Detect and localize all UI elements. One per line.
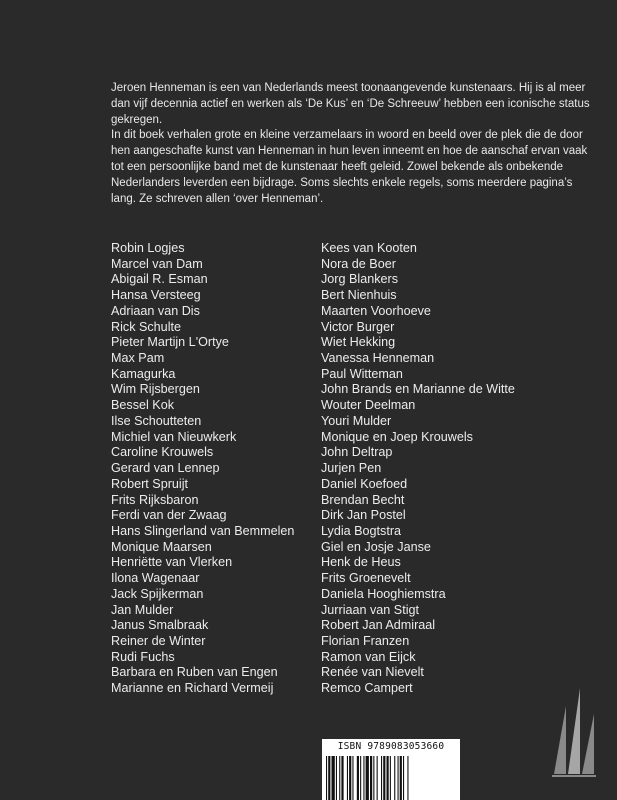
contributor-name: Monique Maarsen: [111, 539, 212, 554]
contributor-name: John Deltrap: [321, 445, 393, 460]
contributor-name: Pieter Martijn L'Ortye: [111, 335, 229, 350]
contributor-name: Daniel Koefoed: [321, 476, 408, 491]
contributor-name: Ilona Wagenaar: [111, 571, 200, 586]
contributor-name: Michiel van Nieuwkerk: [111, 429, 237, 444]
contributor-name: Jorg Blankers: [321, 272, 398, 287]
contributor-name: Marianne en Richard Vermeij: [111, 681, 274, 696]
contributor-name: John Brands en Marianne de Witte: [321, 382, 515, 397]
contributor-name: Nora de Boer: [321, 256, 396, 271]
contributor-name: Brendan Becht: [321, 492, 405, 507]
contributor-name: Rudi Fuchs: [111, 649, 175, 664]
contributor-name: Bert Nienhuis: [321, 288, 397, 303]
contributor-name: Maarten Voorhoeve: [321, 303, 431, 318]
contributor-name: Ilse Schoutteten: [111, 413, 202, 428]
contributor-name: Frits Rijksbaron: [111, 492, 199, 507]
contributor-name: Jan Mulder: [111, 602, 174, 617]
contributor-name: Max Pam: [111, 351, 165, 366]
contributor-name: Florian Franzen: [321, 633, 410, 648]
intro-paragraph-1: Jeroen Henneman is een van Nederlands meest toonaangevende kunstenaars. Hij is al meer dan vijf decennia actief en werken als ‘De Kus’ en ‘De Schreeuw’ hebben een iconische status gekregen.: [111, 82, 590, 126]
contributor-name: Victor Burger: [321, 319, 395, 334]
contributor-name: Robert Spruijt: [111, 476, 188, 491]
contributor-name: Vanessa Henneman: [321, 351, 435, 366]
contributor-name: Jack Spijkerman: [111, 586, 204, 601]
contributor-name: Kamagurka: [111, 366, 176, 381]
contributor-name: Barbara en Ruben van Engen: [111, 665, 278, 680]
contributor-name: Bessel Kok: [111, 398, 174, 413]
contributor-name: Wiet Hekking: [321, 335, 396, 350]
contributors-right-column: [321, 241, 515, 697]
contributor-name: Janus Smalbraak: [111, 618, 209, 633]
contributor-name: Marcel van Dam: [111, 256, 203, 271]
contributor-name: Wim Rijsbergen: [111, 382, 200, 397]
contributor-name: Caroline Krouwels: [111, 445, 214, 460]
contributor-name: Robin Logjes: [111, 241, 185, 255]
contributor-name: Paul Witteman: [321, 366, 403, 381]
contributor-name: Henk de Heus: [321, 555, 401, 570]
contributor-name: Wouter Deelman: [321, 398, 416, 413]
contributor-name: Ramon van Eijck: [321, 649, 416, 664]
contributor-name: Robert Jan Admiraal: [321, 618, 436, 633]
contributor-name: Renée van Nievelt: [321, 665, 424, 680]
contributor-name: Abigail R. Esman: [111, 272, 208, 287]
contributor-name: Remco Campert: [321, 681, 413, 696]
contributor-name: Giel en Josje Janse: [321, 539, 431, 554]
contributor-name: Adriaan van Dis: [111, 303, 200, 318]
contributor-name: Hans Slingerland van Bemmelen: [111, 523, 295, 538]
publisher-logo-icon: [550, 682, 598, 782]
contributors-left-column: [111, 241, 294, 697]
contributor-name: Rick Schulte: [111, 319, 181, 334]
contributor-name: Ferdi van der Zwaag: [111, 508, 227, 523]
barcode-icon: [326, 756, 456, 800]
contributor-name: Lydia Bogtstra: [321, 523, 402, 538]
contributor-name: Dirk Jan Postel: [321, 508, 406, 523]
contributor-name: Monique en Joep Krouwels: [321, 429, 473, 444]
contributor-name: Hansa Versteeg: [111, 288, 201, 303]
contributor-name: Henriëtte van Vlerken: [111, 555, 233, 570]
contributor-name: Gerard van Lennep: [111, 461, 220, 476]
contributor-name: Jurjen Pen: [321, 461, 382, 476]
contributor-name: Daniela Hooghiemstra: [321, 586, 446, 601]
contributor-name: Jurriaan van Stigt: [321, 602, 420, 617]
contributor-name: Reiner de Winter: [111, 633, 206, 648]
barcode: [322, 739, 460, 800]
contributor-name: Kees van Kooten: [321, 241, 417, 255]
contributor-name: Youri Mulder: [321, 413, 392, 428]
isbn-number: ISBN 9789083053660: [337, 741, 445, 752]
intro-paragraph-2: In dit boek verhalen grote en kleine verzamelaars in woord en beeld over de plek die de door hen aangeschafte kunst van Henneman in hun leven inneemt en hoe de aanschaf ervan vaak tot een persoonlijke band met de kunstenaar heeft geleid. Zowel bekende als onbekende Nederlanders leverden een bijdrage. Soms slechts enkele regels, soms meerdere pagina’s lang. Ze schreven allen ‘over Henneman’.: [111, 129, 588, 205]
intro-text: [111, 81, 591, 207]
contributor-name: Frits Groenevelt: [321, 571, 411, 586]
